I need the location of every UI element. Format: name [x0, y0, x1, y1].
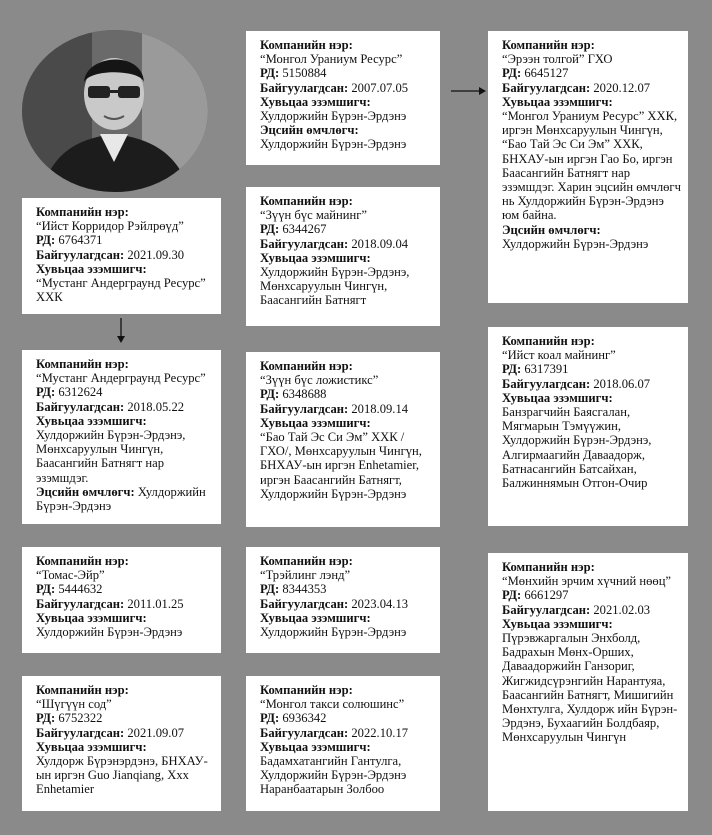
- shareholder-value: Бадамхатангийн Гантулга, Хулдоржийн Бүрэн-Эрдэнэ Наранбаатарын Золбоо: [260, 754, 407, 797]
- company-name-label: Компанийн нэр:: [36, 683, 129, 697]
- founded-label: Байгуулагдсан:: [36, 725, 125, 740]
- arrow-right-icon: [451, 85, 487, 97]
- company-card-east-coal-mining: [488, 327, 688, 526]
- company-name-value: “Зүүн бүс майнинг”: [260, 208, 368, 223]
- rd-label: РД:: [36, 385, 56, 400]
- shareholder-row: [260, 95, 434, 123]
- rd-row: [260, 387, 434, 401]
- founded-label: Байгуулагдсан:: [260, 401, 349, 416]
- founded-value: 2021.09.07: [127, 725, 185, 740]
- founded-row: [260, 81, 434, 95]
- rd-label: РД:: [260, 387, 280, 402]
- shareholder-label: Хувьцаа эзэмшигч:: [36, 413, 147, 428]
- company-card-zuun-bus-logistics: [246, 352, 440, 527]
- company-name-row: [502, 38, 682, 66]
- shareholder-label: Хувьцаа эзэмшигч:: [260, 415, 371, 430]
- company-card-thomas-air: [22, 547, 221, 653]
- rd-value: 6661297: [524, 588, 569, 603]
- rd-value: 6936342: [282, 711, 327, 726]
- founded-row: [260, 597, 434, 611]
- company-name-value: “Эрээн толгой” ГХО: [502, 52, 613, 67]
- founded-label: Байгуулагдсан:: [502, 602, 591, 617]
- company-name-row: [36, 554, 215, 582]
- founded-value: 2018.09.14: [351, 401, 409, 416]
- founded-value: 2023.04.13: [351, 596, 409, 611]
- company-name-value: “Мөнхийн эрчим хүчний нөөц”: [502, 574, 672, 589]
- rd-label: РД:: [260, 711, 280, 726]
- shareholder-label: Хувьцаа эзэмшигч:: [502, 94, 613, 109]
- founded-row: [260, 402, 434, 416]
- company-name-value: “Зүүн бүс ложистикс”: [260, 373, 379, 388]
- company-card-shuguun-sod: [22, 676, 221, 811]
- shareholder-label: Хувьцаа эзэмшигч:: [502, 616, 613, 631]
- shareholder-row: [36, 611, 215, 639]
- shareholder-value: Хулдорж Бүрэнэрдэнэ, БНХАУ-ын иргэн Guo Jianqiang, Xxx Enhetamier: [36, 754, 208, 797]
- founded-value: 2021.02.03: [593, 602, 651, 617]
- rd-value: 6752322: [58, 711, 103, 726]
- founded-row: [502, 377, 682, 391]
- company-name-label: Компанийн нэр:: [36, 554, 129, 568]
- shareholder-value: “Бао Тай Эс Си Эм” ХХК / ГХО/, Мөнхсаруулын Чингүн, БНХАУ-ын иргэн Enhetamier, иргэн Баасангийн Батнягт, Хулдоржийн Бүрэн-Эрдэнэ: [260, 430, 422, 501]
- shareholder-label: Хувьцаа эзэмшигч:: [502, 390, 613, 405]
- rd-value: 6348688: [282, 387, 327, 402]
- company-name-label: Компанийн нэр:: [502, 560, 595, 574]
- founded-row: [36, 597, 215, 611]
- shareholder-row: [260, 740, 434, 797]
- founded-value: 2018.06.07: [593, 376, 651, 391]
- company-card-munkhiin-erchim: [488, 553, 688, 811]
- rd-row: [502, 66, 682, 80]
- rd-row: [36, 233, 215, 247]
- shareholder-label: Хувьцаа эзэмшигч:: [36, 739, 147, 754]
- founded-value: 2011.01.25: [127, 596, 184, 611]
- shareholder-value: Банзрагчийн Баясгалан, Мягмарын Тэмүүжин, Хулдоржийн Бүрэн-Эрдэнэ, Алгирмаагийн Даваадорж, Батнасангийн Батсайхан, Балжиннямын Отгон-Очир: [502, 405, 652, 491]
- rd-value: 5444632: [58, 582, 103, 597]
- rd-label: РД:: [36, 711, 56, 726]
- company-name-value: “Ийст Корридор Рэйлрөүд”: [36, 219, 184, 234]
- owner-value: Хулдоржийн Бүрэн-Эрдэнэ: [502, 236, 649, 251]
- rd-row: [502, 362, 682, 376]
- rd-value: 6317391: [524, 362, 569, 377]
- rd-row: [260, 711, 434, 725]
- company-name-row: [260, 683, 434, 711]
- owner-row: [502, 223, 682, 251]
- founded-value: 2020.12.07: [593, 80, 651, 95]
- founded-label: Байгуулагдсан:: [502, 80, 591, 95]
- rd-value: 5150884: [282, 66, 327, 81]
- rd-row: [260, 582, 434, 596]
- rd-value: 6344267: [282, 222, 327, 237]
- company-name-row: [502, 560, 682, 588]
- rd-label: РД:: [502, 66, 522, 81]
- founded-label: Байгуулагдсан:: [36, 247, 125, 262]
- company-name-label: Компанийн нэр:: [260, 554, 353, 568]
- founded-row: [36, 726, 215, 740]
- person-photo: [22, 30, 208, 192]
- owner-value: Хулдоржийн Бүрэн-Эрдэнэ: [260, 137, 407, 152]
- shareholder-label: Хувьцаа эзэмшигч:: [36, 610, 147, 625]
- owner-label: Эцсийн өмчлөгч:: [36, 484, 135, 499]
- rd-label: РД:: [260, 66, 280, 81]
- founded-row: [36, 400, 215, 414]
- rd-value: 8344353: [282, 582, 327, 597]
- rd-row: [36, 711, 215, 725]
- rd-label: РД:: [36, 233, 56, 248]
- arrow-down-icon: [115, 318, 127, 344]
- rd-row: [36, 582, 215, 596]
- founded-value: 2022.10.17: [351, 725, 409, 740]
- company-name-row: [36, 205, 215, 233]
- rd-value: 6645127: [524, 66, 569, 81]
- owner-row: [260, 123, 434, 151]
- rd-label: РД:: [260, 222, 280, 237]
- rd-row: [36, 385, 215, 399]
- founded-row: [502, 603, 682, 617]
- founded-row: [260, 726, 434, 740]
- rd-value: 6764371: [58, 233, 103, 248]
- founded-row: [36, 248, 215, 262]
- founded-label: Байгуулагдсан:: [36, 399, 125, 414]
- founded-label: Байгуулагдсан:: [260, 236, 349, 251]
- company-name-label: Компанийн нэр:: [260, 38, 353, 52]
- founded-label: Байгуулагдсан:: [260, 596, 349, 611]
- company-card-mustang-underground: [22, 350, 221, 524]
- founded-value: 2021.09.30: [127, 247, 185, 262]
- shareholder-row: [260, 611, 434, 639]
- company-name-label: Компанийн нэр:: [502, 334, 595, 348]
- company-card-east-corridor: [22, 198, 221, 314]
- founded-label: Байгуулагдсан:: [260, 80, 349, 95]
- founded-value: 2007.07.05: [351, 80, 409, 95]
- founded-value: 2018.09.04: [351, 236, 409, 251]
- shareholder-row: [502, 617, 682, 745]
- company-name-row: [260, 38, 434, 66]
- owner-label: Эцсийн өмчлөгч:: [260, 123, 359, 138]
- rd-label: РД:: [502, 362, 522, 377]
- shareholder-row: [36, 740, 215, 797]
- shareholder-value: Хулдоржийн Бүрэн-Эрдэнэ: [260, 625, 407, 640]
- founded-label: Байгуулагдсан:: [502, 376, 591, 391]
- founded-label: Байгуулагдсан:: [260, 725, 349, 740]
- founded-row: [502, 81, 682, 95]
- company-name-label: Компанийн нэр:: [260, 359, 353, 373]
- shareholder-label: Хувьцаа эзэмшигч:: [260, 739, 371, 754]
- owner-value: Хулдоржийн Бүрэн-Эрдэнэ: [36, 484, 206, 514]
- company-name-value: “Мустанг Андерграунд Ресурс”: [36, 371, 206, 386]
- company-card-trailing-land: [246, 547, 440, 653]
- founded-row: [260, 237, 434, 251]
- shareholder-label: Хувьцаа эзэмшигч:: [260, 250, 371, 265]
- company-name-value: “Шүгүүн сод”: [36, 697, 112, 712]
- company-name-label: Компанийн нэр:: [36, 357, 129, 371]
- company-card-zuun-bus-mining: [246, 187, 440, 326]
- company-card-mongol-uranium: [246, 31, 440, 165]
- company-name-value: “Ийст коал майнинг”: [502, 348, 616, 363]
- company-name-row: [260, 554, 434, 582]
- company-name-label: Компанийн нэр:: [260, 194, 353, 208]
- owner-row: [36, 485, 215, 513]
- company-card-mongol-taxi: [246, 676, 440, 811]
- shareholder-value: Хулдоржийн Бүрэн-Эрдэнэ: [36, 625, 183, 640]
- shareholder-label: Хувьцаа эзэмшигч:: [260, 94, 371, 109]
- shareholder-row: [260, 251, 434, 308]
- company-name-row: [502, 334, 682, 362]
- founded-label: Байгуулагдсан:: [36, 596, 125, 611]
- shareholder-value: Хулдоржийн Бүрэн-Эрдэнэ, Мөнхсаруулын Чингүн, Баасангийн Батнягт: [260, 265, 410, 308]
- company-name-value: “Томас-Эйр”: [36, 568, 105, 583]
- rd-row: [260, 222, 434, 236]
- founded-value: 2018.05.22: [127, 399, 185, 414]
- company-name-value: “Монгол такси солюшинс”: [260, 697, 405, 712]
- shareholder-label: Хувьцаа эзэмшигч:: [36, 261, 147, 276]
- shareholder-value: “Мустанг Андерграунд Ресурс” ХХК: [36, 276, 206, 305]
- shareholder-row: [260, 416, 434, 501]
- company-name-row: [36, 683, 215, 711]
- owner-label: Эцсийн өмчлөгч:: [502, 222, 601, 237]
- shareholder-value: Хулдоржийн Бүрэн-Эрдэнэ, Мөнхсаруулын Чингүн, Баасангийн Батнягт нар эзэмшдэг.: [36, 428, 186, 485]
- shareholder-row: [502, 95, 682, 223]
- shareholder-row: [36, 414, 215, 485]
- rd-label: РД:: [36, 582, 56, 597]
- shareholder-value: Пүрэвжаргалын Энхболд, Бадрахын Мөнх-Орших, Даваадоржийн Ганзориг, Жигжидсүрэнгийн Нарантуяа, Баасангийн Батнягт, Мишигийн Мөнхтулга, Хулдорж ийн Бүрэн-Эрдэнэ, Бухаагийн Болдбаяр, Мөнхсаруулын Чингүн: [502, 631, 678, 745]
- company-name-row: [260, 194, 434, 222]
- company-name-label: Компанийн нэр:: [36, 205, 129, 219]
- shareholder-row: [502, 391, 682, 490]
- person-portrait-image: [22, 30, 208, 192]
- company-name-label: Компанийн нэр:: [260, 683, 353, 697]
- rd-row: [502, 588, 682, 602]
- shareholder-value: “Монгол Ураниум Ресурс” ХХК, иргэн Мөнхсаруулын Чингүн, “Бао Тай Эс Си Эм” ХХК, БНХАУ-ын иргэн Гао Бо, иргэн Баасангийн Батнягт нар эзэмшдэг. Харин эцсийн өмчлөгч нь Хулдоржийн Бүрэн-Эрдэнэ юм байна.: [502, 109, 681, 223]
- company-card-ereen-tolgoi: [488, 31, 688, 303]
- company-name-value: “Монгол Ураниум Ресурс”: [260, 52, 403, 67]
- company-name-value: “Трэйлинг лэнд”: [260, 568, 351, 583]
- shareholder-label: Хувьцаа эзэмшигч:: [260, 610, 371, 625]
- rd-label: РД:: [260, 582, 280, 597]
- shareholder-value: Хулдоржийн Бүрэн-Эрдэнэ: [260, 109, 407, 124]
- rd-value: 6312624: [58, 385, 103, 400]
- company-name-label: Компанийн нэр:: [502, 38, 595, 52]
- company-name-row: [36, 357, 215, 385]
- rd-row: [260, 66, 434, 80]
- shareholder-row: [36, 262, 215, 305]
- company-name-row: [260, 359, 434, 387]
- rd-label: РД:: [502, 588, 522, 603]
